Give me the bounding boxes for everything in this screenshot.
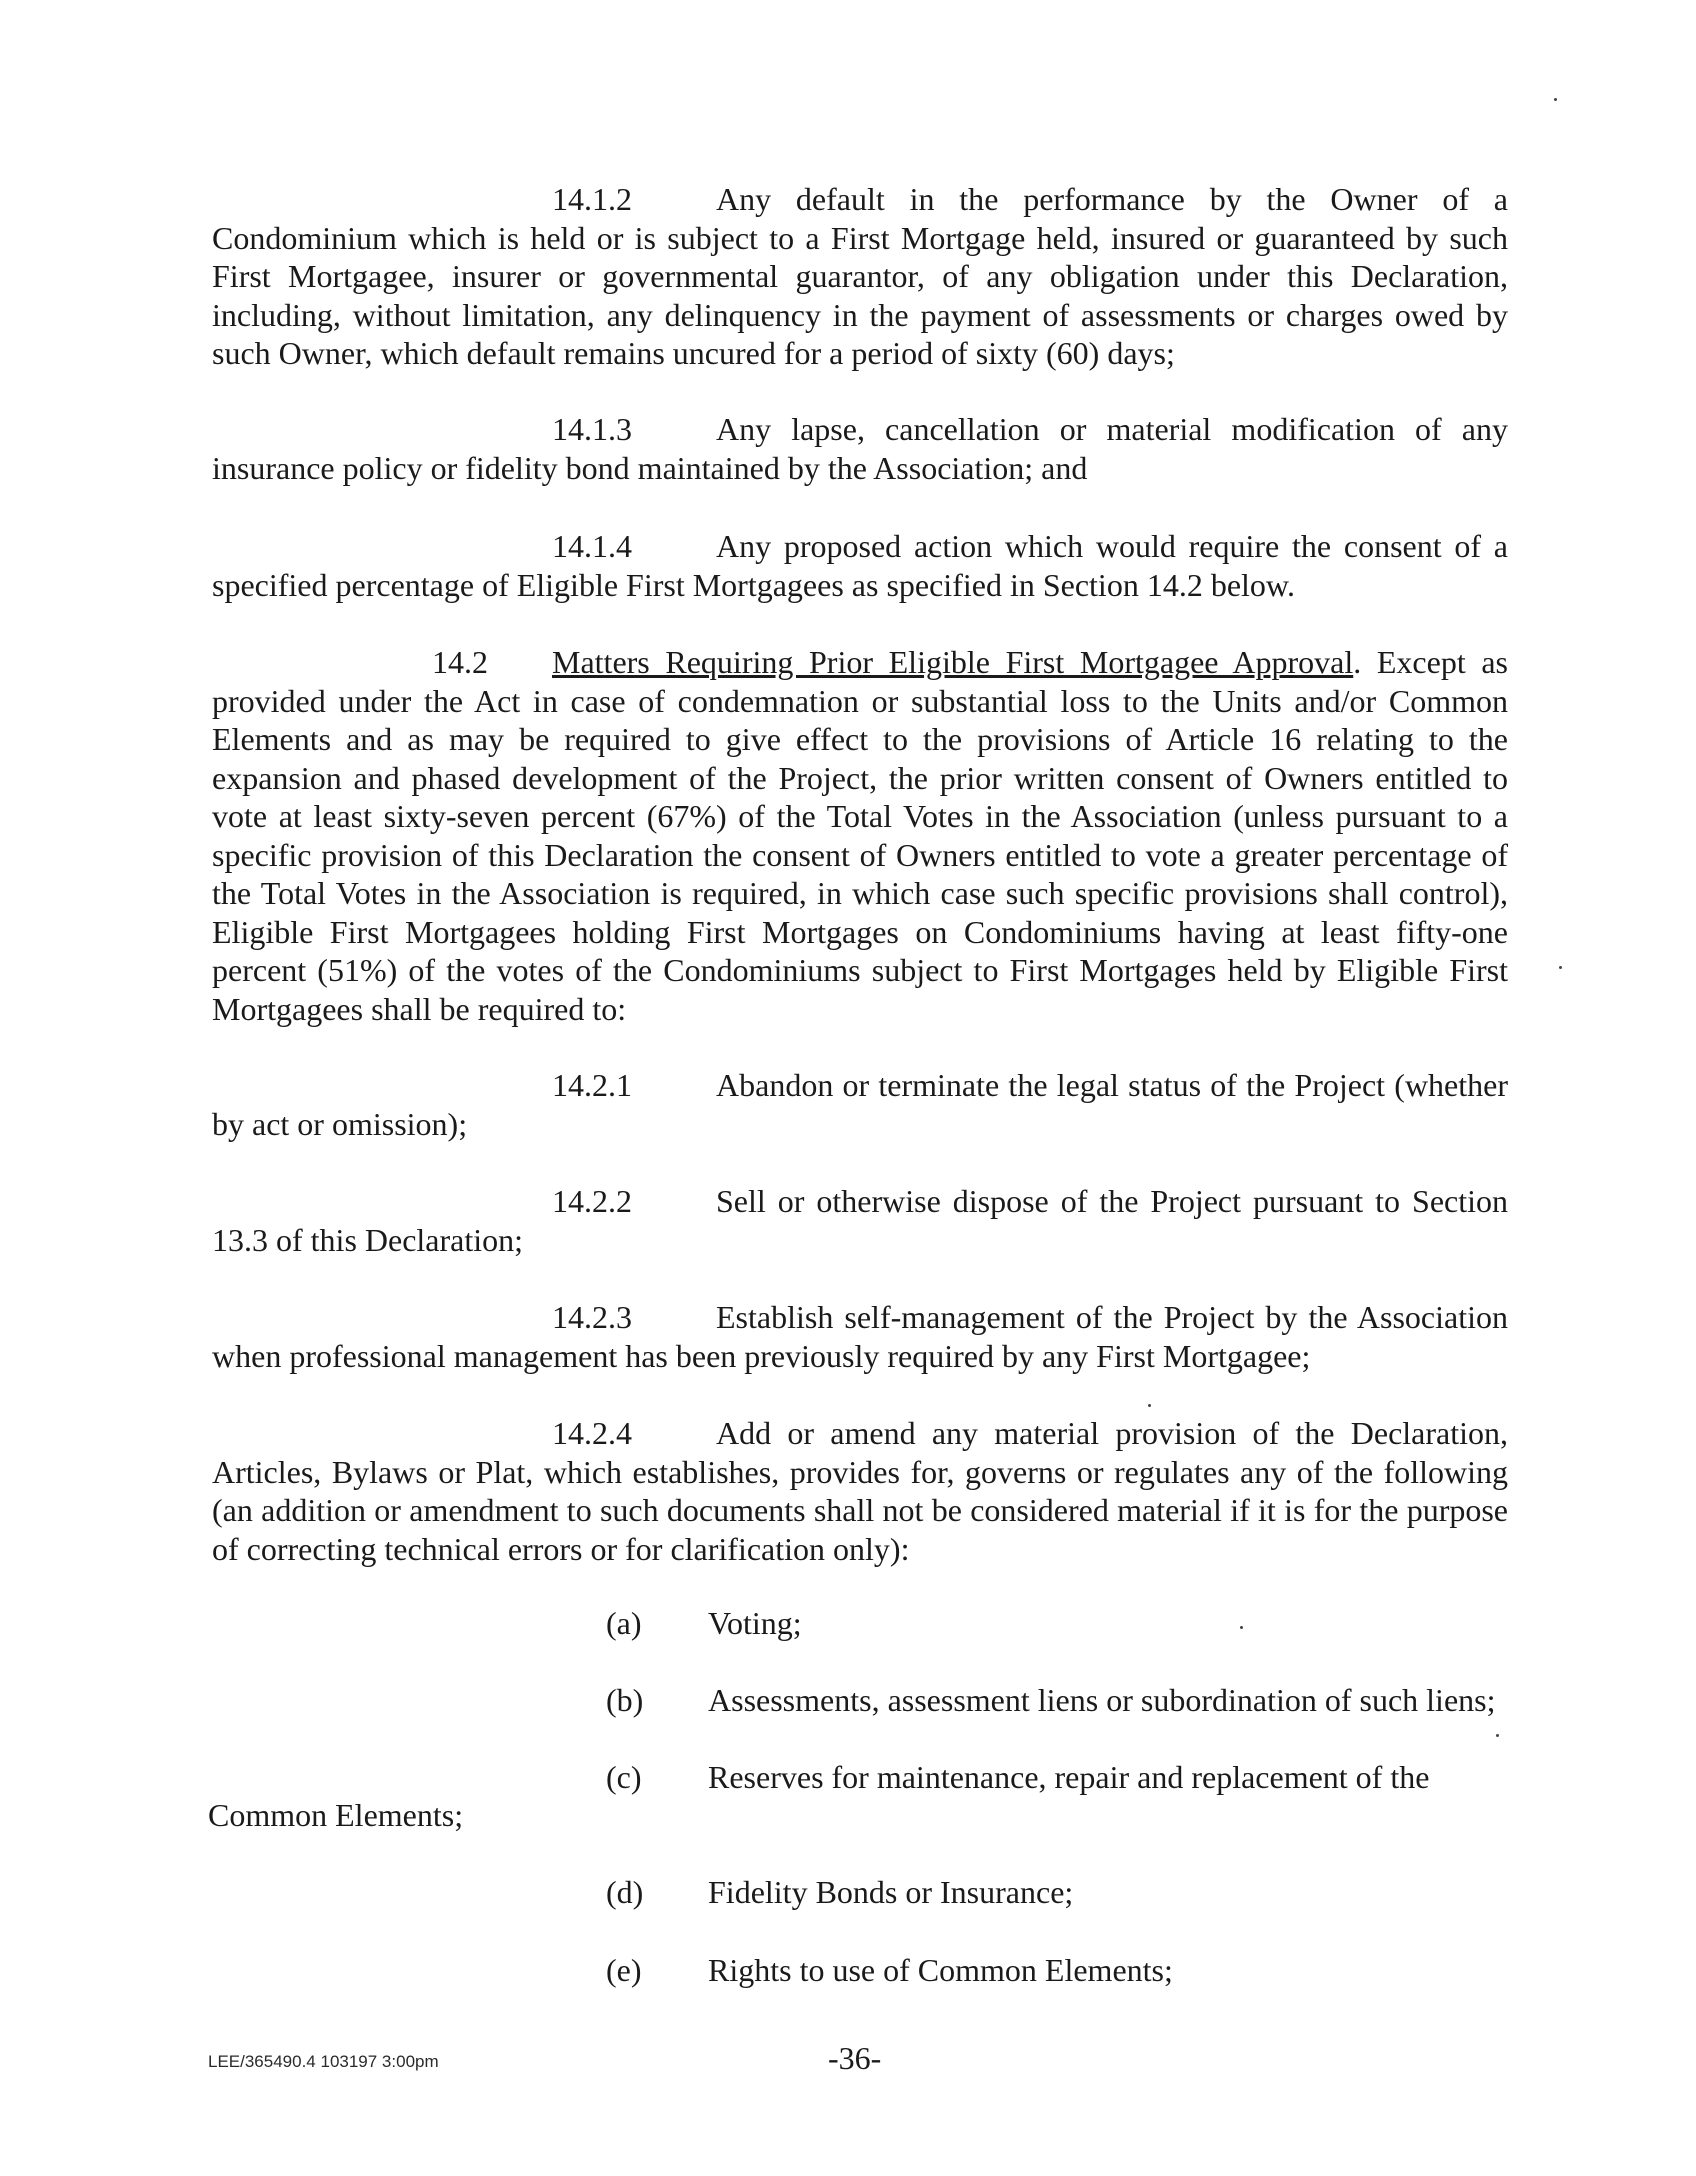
section-text: Abandon or terminate the legal status of the Project (whether by act or omission); [212, 1067, 1508, 1142]
section-text: Establish self-management of the Project by the Association when professional management has been previously required by any First Mortgagee; [212, 1299, 1508, 1374]
list-item [606, 1951, 1173, 1990]
scan-speck [1148, 1404, 1151, 1407]
section-number: 14.1.2 [552, 181, 632, 217]
section-number: 14.2.3 [552, 1299, 632, 1335]
section-text: Add or amend any material provision of the Declaration, Articles, Bylaws or Plat, which establishes, provides for, governs or regulates any of the following (an addition or amendment to such documents shall not be considered material if it is for the purpose of correcting technical errors or for clarification only): [212, 1415, 1508, 1567]
list-item-label: (e) [606, 1952, 642, 1988]
section-14-2-3 [212, 1298, 1508, 1375]
section-number: 14.2.4 [552, 1415, 632, 1451]
section-text: . Except as provided under the Act in case of condemnation or substantial loss to the Units and/or Common Elements and as may be required to give effect to the provisions of Article 16 relating to the expansion and phased development of the Project, the prior written consent of Owners entitled to vote at least sixty-seven percent (67%) of the Total Votes in the Association (unless pursuant to a specific provision of this Declaration the consent of Owners entitled to vote a greater percentage of the Total Votes in the Association is required, in which case such specific provisions shall control), Eligible First Mortgagees holding First Mortgages on Condominiums having at least fifty-one percent (51%) of the votes of the Condominiums subject to First Mortgages held by Eligible First Mortgagees shall be required to: [212, 644, 1508, 1027]
section-14-2-2 [212, 1182, 1508, 1259]
list-item [606, 1604, 802, 1643]
section-text: Any proposed action which would require the consent of a specified percentage of Eligible First Mortgagees as specified in Section 14.2 below. [212, 528, 1508, 603]
scan-speck [1554, 98, 1557, 101]
list-item-text: Rights to use of Common Elements; [708, 1952, 1173, 1988]
list-item-text: Fidelity Bonds or Insurance; [708, 1874, 1074, 1910]
scan-speck [1559, 966, 1562, 969]
list-item-text: Voting; [708, 1605, 802, 1641]
list-item [606, 1681, 1495, 1720]
document-code: LEE/365490.4 103197 3:00pm [208, 2052, 439, 2071]
list-item-label: (d) [606, 1874, 644, 1910]
section-number: 14.2.2 [552, 1183, 632, 1219]
section-14-2-4 [212, 1414, 1508, 1568]
section-number: 14.1.4 [552, 528, 632, 564]
scan-speck [1496, 1734, 1499, 1737]
section-heading: Matters Requiring Prior Eligible First Mortgagee Approval [552, 644, 1354, 680]
page-number: -36- [828, 2040, 882, 2076]
list-item [606, 1873, 1073, 1912]
section-14-1-2 [212, 180, 1508, 373]
list-item-text: Reserves for maintenance, repair and replacement of the [708, 1759, 1430, 1795]
section-number: 14.1.3 [552, 411, 632, 447]
section-14-2-1 [212, 1066, 1508, 1143]
section-text: Any default in the performance by the Owner of a Condominium which is held or is subject to a First Mortgage held, insured or guaranteed by such First Mortgagee, insurer or governmental guarantor, of any obligation under this Declaration, including, without limitation, any delinquency in the payment of assessments or charges owed by such Owner, which default remains uncured for a period of sixty (60) days; [212, 181, 1508, 371]
section-number: 14.2.1 [552, 1067, 632, 1103]
section-text: Any lapse, cancellation or material modification of any insurance policy or fidelity bond maintained by the Association; and [212, 411, 1508, 486]
section-14-2 [212, 643, 1508, 1028]
list-item-label: (b) [606, 1682, 644, 1718]
section-14-1-4 [212, 527, 1508, 604]
list-item-label: (c) [606, 1759, 642, 1795]
list-item-text: Assessments, assessment liens or subordination of such liens; [708, 1682, 1496, 1718]
section-text: Sell or otherwise dispose of the Project pursuant to Section 13.3 of this Declaration; [212, 1183, 1508, 1258]
section-number: 14.2 [432, 644, 488, 680]
scan-speck [1240, 1626, 1243, 1629]
list-item [606, 1758, 1506, 1797]
list-item-label: (a) [606, 1605, 642, 1641]
list-item-continuation: Common Elements; [208, 1797, 464, 1833]
section-14-1-3 [212, 410, 1508, 487]
